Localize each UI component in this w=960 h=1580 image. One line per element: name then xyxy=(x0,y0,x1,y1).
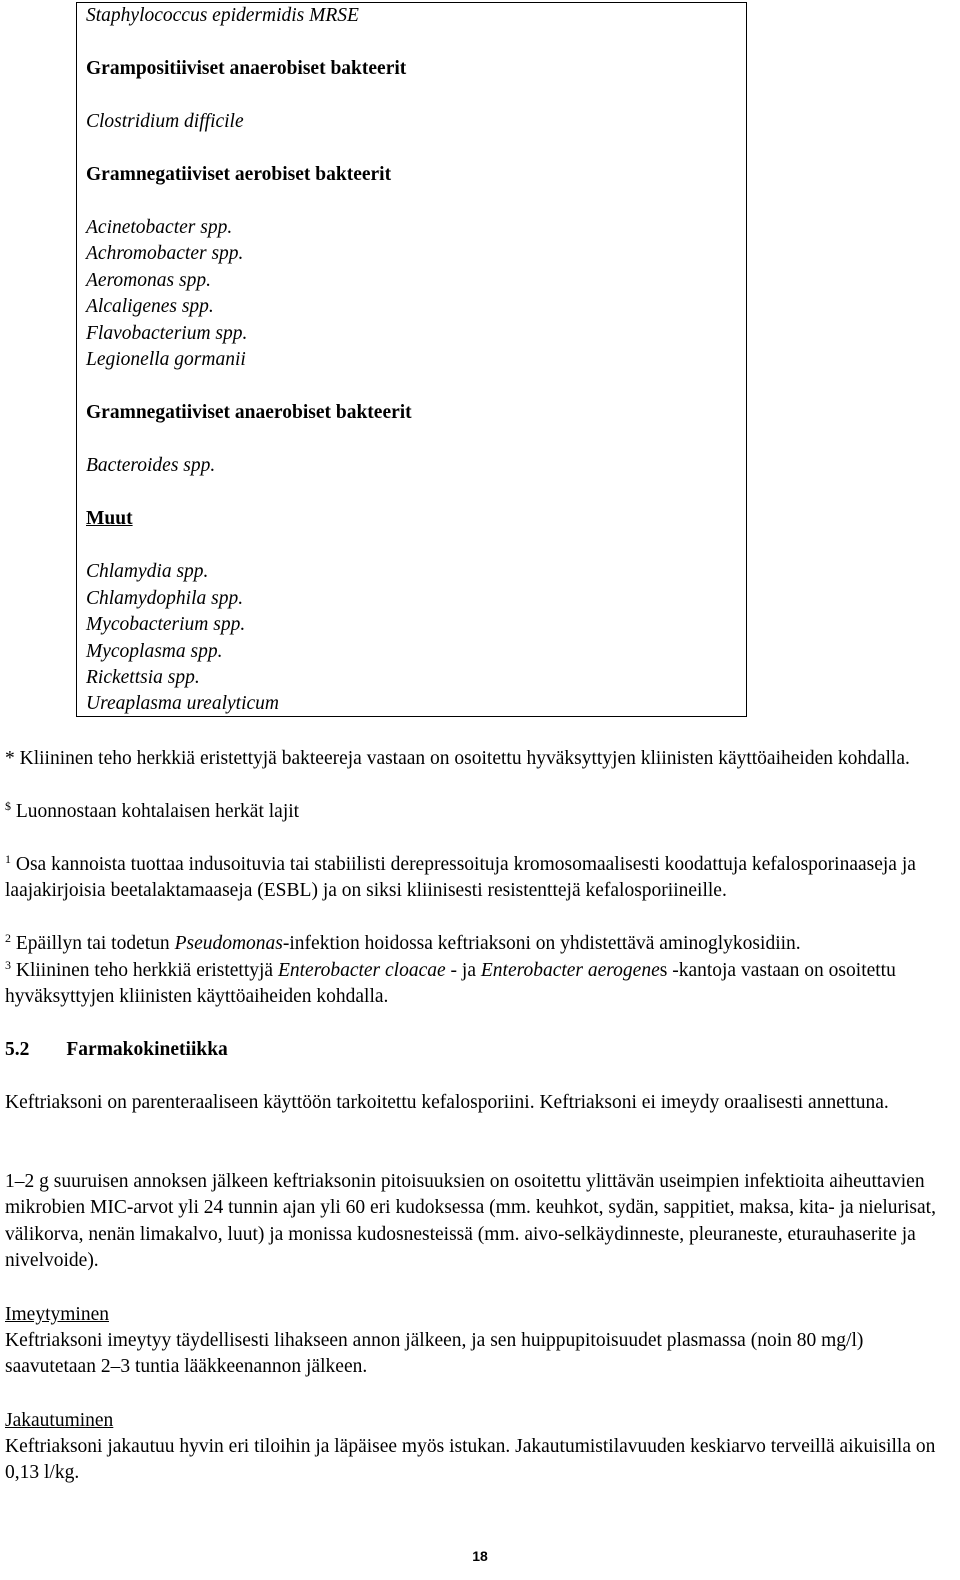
paragraph: Keftriaksoni jakautuu hyvin eri tiloihin ja läpäisee myös istukan. Jakautumistilavuuden keskiarvo terveillä aikuisilla on 0,13 l/kg. xyxy=(5,1436,936,1484)
note-3 xyxy=(5,958,950,1011)
table-row: Achromobacter spp. xyxy=(86,243,244,264)
subheading-absorption: Imeytyminen xyxy=(5,1304,109,1325)
paragraph: 1–2 g suuruisen annoksen jälkeen keftriaksonin pitoisuuksien on osoitettu ylittävän useimpien infektioita aiheuttavien mikrobien MIC-arvot yli 24 tunnin ajan yli 60 eri kudoksessa (mm. keuhkot, sydän, sappitiet, maksa, kita- ja nielurisat, välikorva, nenän limakalvo, luut) ja monissa kudosnesteissä (mm. aivo-selkäydinneste, pleuraneste, eturauhaserite ja nivelvoide). xyxy=(5,1171,936,1272)
note-star: * Kliininen teho herkkiä eristettyjä bakteereja vastaan on osoitettu hyväksyttyjen kliinisten käyttöaiheiden kohdalla. xyxy=(5,748,910,769)
note-marker: 3 xyxy=(5,958,11,972)
note-text: s -kantoja vastaan on osoitettu hyväksyttyjen kliinisten käyttöaiheiden kohdalla. xyxy=(5,960,896,1008)
table-row: Chlamydia spp. xyxy=(86,561,209,582)
table-row-heading: Muut xyxy=(86,508,133,529)
note-text: Luonnostaan kohtalaisen herkät lajit xyxy=(11,801,300,822)
note-text: Osa kannoista tuottaa indusoituvia tai stabiilisti derepressoituja kromosomaalisesti koodattuja kefalosporinaaseja ja laajakirjoisia beetalaktamaaseja (ESBL) ja on siksi kliinisesti resistenttejä kefalosporiineille. xyxy=(5,854,916,902)
table-row: Alcaligenes spp. xyxy=(86,296,214,317)
table-row: Legionella gormanii xyxy=(86,349,246,370)
subheading-distribution: Jakautuminen xyxy=(5,1410,114,1431)
table-row: Aeromonas spp. xyxy=(86,270,211,291)
table-row: Clostridium difficile xyxy=(86,111,244,132)
table-row: Mycoplasma spp. xyxy=(86,641,223,662)
table-row-heading: Grampositiiviset anaerobiset bakteerit xyxy=(86,58,407,79)
note-text: Epäillyn tai todetun xyxy=(11,933,175,954)
note-italic: Pseudomonas xyxy=(174,933,283,954)
note-text: -infektion hoidossa keftriaksoni on yhdistettävä aminoglykosidiin. xyxy=(282,933,801,954)
section-number: 5.2 xyxy=(5,1039,30,1060)
note-1 xyxy=(5,852,950,905)
table-row: Chlamydophila spp. xyxy=(86,588,244,609)
table-row: Mycobacterium spp. xyxy=(86,614,246,635)
section-title: Farmakokinetiikka xyxy=(66,1039,228,1060)
page-number: 18 xyxy=(472,1548,488,1564)
table-row: Flavobacterium spp. xyxy=(86,323,248,344)
note-italic: Enterobacter aerogene xyxy=(480,960,660,981)
table-row: Acinetobacter spp. xyxy=(86,217,233,238)
note-text: Kliininen teho herkkiä eristettyjä xyxy=(11,960,278,981)
note-text: - ja xyxy=(445,960,481,981)
table-row: Staphylococcus epidermidis MRSE xyxy=(86,5,359,26)
note-marker: 1 xyxy=(5,852,11,866)
note-marker: $ xyxy=(5,799,11,813)
table-row: Rickettsia spp. xyxy=(86,667,200,688)
table-row-heading: Gramnegatiiviset anaerobiset bakteerit xyxy=(86,402,412,423)
note-2 xyxy=(5,931,950,957)
table-row-heading: Gramnegatiiviset aerobiset bakteerit xyxy=(86,164,392,185)
paragraph: Keftriaksoni on parenteraaliseen käyttöön tarkoitettu kefalosporiini. Keftriaksoni ei imeydy oraalisesti annettuna. xyxy=(5,1092,889,1113)
note-dollar xyxy=(5,799,950,825)
note-marker: 2 xyxy=(5,931,11,945)
table-row: Ureaplasma urealyticum xyxy=(86,693,279,714)
paragraph: Keftriaksoni imeytyy täydellisesti lihakseen annon jälkeen, ja sen huippupitoisuudet plasmassa (noin 80 mg/l) saavutetaan 2–3 tuntia lääkkeenannon jälkeen. xyxy=(5,1330,864,1378)
section-heading xyxy=(5,1037,950,1063)
table-row: Bacteroides spp. xyxy=(86,455,216,476)
note-italic: Enterobacter cloacae xyxy=(277,960,446,981)
